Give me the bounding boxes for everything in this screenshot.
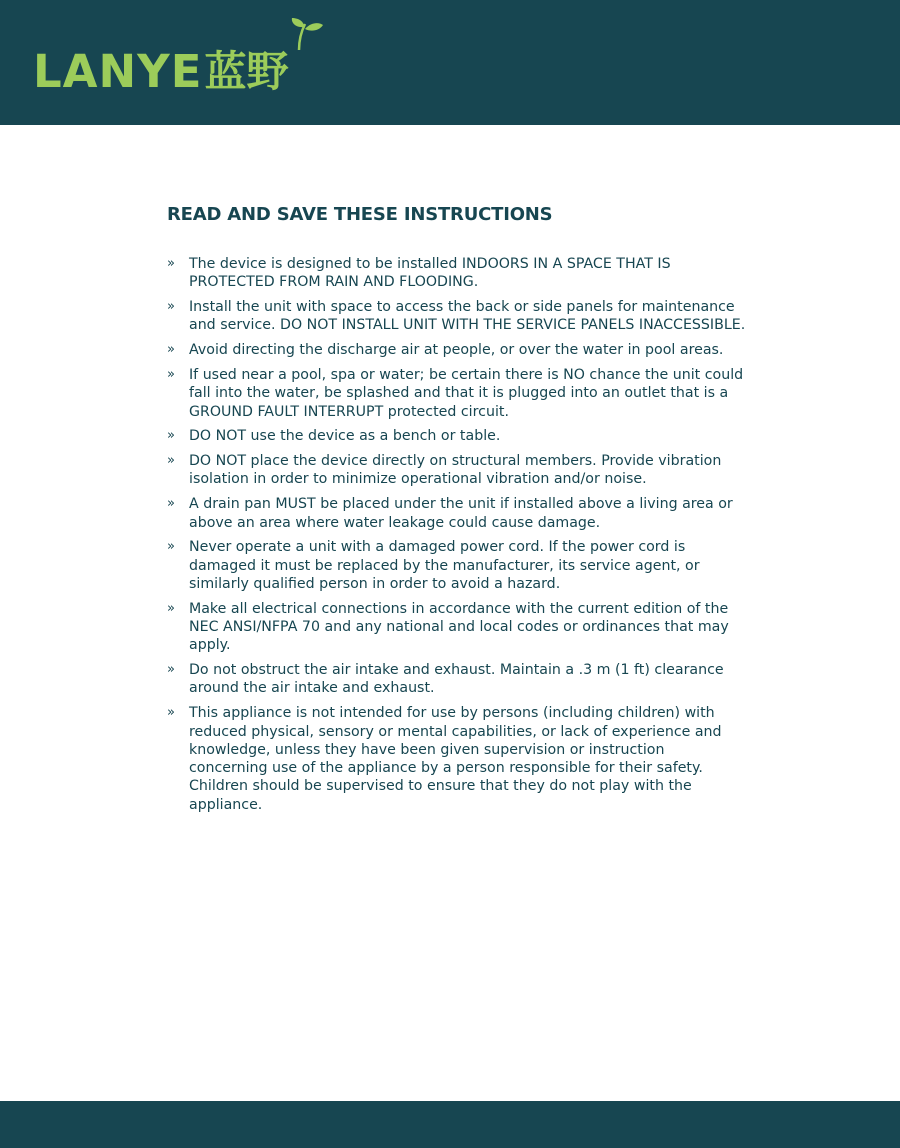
leaf-icon	[285, 18, 325, 52]
list-item-text: Install the unit with space to access the back or side panels for maintenance and service. DO NOT INSTALL UNIT WITH THE SERVICE PANELS INACCESSIBLE.	[189, 299, 746, 334]
bullet-marker: »	[167, 705, 175, 721]
instructions-section	[167, 203, 747, 821]
list-item-text: Make all electrical connections in accordance with the current edition of the NEC ANSI/NFPA 70 and any national and local codes or ordinances that may apply.	[189, 600, 729, 654]
list-item	[167, 341, 747, 359]
list-item	[167, 255, 747, 292]
bullet-marker: »	[167, 600, 175, 616]
list-item-text: If used near a pool, spa or water; be certain there is NO chance the unit could fall into the water, be splashed and that it is plugged into an outlet that is a GROUND FAULT INTERRUPT protected circuit.	[189, 366, 744, 420]
logo-wordmark: LANYE	[33, 45, 203, 98]
list-item	[167, 366, 747, 421]
list-item-text: Avoid directing the discharge air at people, or over the water in pool areas.	[189, 342, 724, 359]
instruction-list	[167, 255, 747, 814]
list-item-text: Do not obstruct the air intake and exhaust. Maintain a .3 m (1 ft) clearance around the air intake and exhaust.	[189, 662, 724, 697]
list-item-text: DO NOT place the device directly on structural members. Provide vibration isolation in order to minimize operational vibration and/or noise.	[189, 453, 722, 488]
list-item	[167, 704, 747, 814]
list-item-text: The device is designed to be installed INDOORS IN A SPACE THAT IS PROTECTED FROM RAIN AND FLOODING.	[189, 256, 671, 291]
bullet-marker: »	[167, 496, 175, 512]
footer-bar	[0, 1101, 900, 1148]
logo-chinese-wordmark: 蓝野	[204, 47, 289, 96]
bullet-marker: »	[167, 662, 175, 678]
list-item	[167, 495, 747, 532]
list-item	[167, 427, 747, 445]
list-item-text: Never operate a unit with a damaged power cord. If the power cord is damaged it must be replaced by the manufacturer, its service agent, or similarly qualified person in order to avoid a hazard.	[189, 539, 700, 592]
list-item	[167, 600, 747, 655]
bullet-marker: »	[167, 299, 175, 315]
list-item	[167, 538, 747, 593]
header-bar	[0, 0, 900, 125]
bullet-marker: »	[167, 342, 175, 358]
brand-logo	[33, 18, 289, 98]
page-title: READ AND SAVE THESE INSTRUCTIONS	[167, 204, 553, 225]
bullet-marker: »	[167, 453, 175, 469]
list-item-text: This appliance is not intended for use by persons (including children) with reduced physical, sensory or mental capabilities, or lack of experience and knowledge, unless they have been given supervision or instruction concerning use of the appliance by a person responsible for their safety. Children should be supervised to ensure that they do not play with the appliance.	[189, 705, 722, 813]
bullet-marker: »	[167, 539, 175, 555]
bullet-marker: »	[167, 366, 175, 382]
list-item	[167, 661, 747, 698]
bullet-marker: »	[167, 428, 175, 444]
bullet-marker: »	[167, 256, 175, 271]
list-item	[167, 298, 747, 335]
list-item	[167, 452, 747, 489]
list-item-text: DO NOT use the device as a bench or table.	[189, 428, 501, 445]
list-item-text: A drain pan MUST be placed under the unit if installed above a living area or above an area where water leakage could cause damage.	[189, 496, 733, 531]
